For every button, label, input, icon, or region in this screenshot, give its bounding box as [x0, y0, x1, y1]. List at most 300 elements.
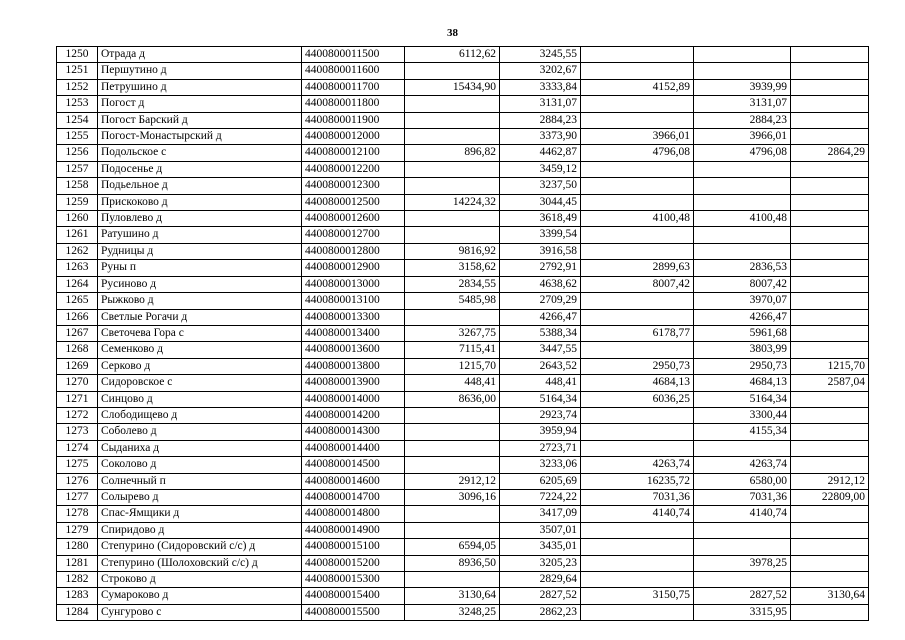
value-cell-1: 15434,90 — [405, 79, 500, 95]
page-number: 38 — [447, 27, 458, 39]
value-cell-4: 6580,00 — [694, 473, 791, 489]
value-cell-3 — [581, 407, 694, 423]
row-number-cell: 1254 — [57, 112, 98, 128]
row-number-cell: 1260 — [57, 211, 98, 227]
value-cell-2: 3044,45 — [500, 194, 581, 210]
value-cell-3 — [581, 63, 694, 79]
value-cell-2: 3202,67 — [500, 63, 581, 79]
row-number-cell: 1263 — [57, 260, 98, 276]
value-cell-3 — [581, 161, 694, 177]
settlement-name-cell: Ратушино д — [98, 227, 302, 243]
settlement-name-cell: Солнечный п — [98, 473, 302, 489]
value-cell-1: 3248,25 — [405, 604, 500, 620]
value-cell-3: 4263,74 — [581, 457, 694, 473]
value-cell-2: 3333,84 — [500, 79, 581, 95]
row-number-cell: 1280 — [57, 539, 98, 555]
table-row — [57, 227, 869, 243]
okato-code-cell: 4400800012800 — [302, 243, 405, 259]
row-number-cell: 1252 — [57, 79, 98, 95]
table-row — [57, 489, 869, 505]
value-cell-1: 8636,00 — [405, 391, 500, 407]
settlement-name-cell: Соколово д — [98, 457, 302, 473]
value-cell-2: 3205,23 — [500, 555, 581, 571]
value-cell-2: 3237,50 — [500, 178, 581, 194]
settlement-name-cell: Руны п — [98, 260, 302, 276]
value-cell-5 — [791, 342, 869, 358]
value-cell-1: 3130,64 — [405, 588, 500, 604]
okato-code-cell: 4400800012900 — [302, 260, 405, 276]
value-cell-3 — [581, 572, 694, 588]
value-cell-5: 2587,04 — [791, 375, 869, 391]
value-cell-3 — [581, 112, 694, 128]
value-cell-5 — [791, 178, 869, 194]
row-number-cell: 1264 — [57, 276, 98, 292]
value-cell-2: 3245,55 — [500, 47, 581, 63]
value-cell-2: 2643,52 — [500, 358, 581, 374]
value-cell-2: 3373,90 — [500, 129, 581, 145]
value-cell-5: 1215,70 — [791, 358, 869, 374]
value-cell-4: 3300,44 — [694, 407, 791, 423]
okato-code-cell: 4400800014000 — [302, 391, 405, 407]
value-cell-4: 3978,25 — [694, 555, 791, 571]
settlement-name-cell: Погост-Монастырский д — [98, 129, 302, 145]
okato-code-cell: 4400800014700 — [302, 489, 405, 505]
row-number-cell: 1268 — [57, 342, 98, 358]
okato-code-cell: 4400800011700 — [302, 79, 405, 95]
settlement-name-cell: Светлые Рогачи д — [98, 309, 302, 325]
row-number-cell: 1279 — [57, 522, 98, 538]
value-cell-5 — [791, 194, 869, 210]
table-row — [57, 145, 869, 161]
value-cell-5 — [791, 96, 869, 112]
value-cell-3 — [581, 194, 694, 210]
value-cell-1 — [405, 407, 500, 423]
value-cell-5 — [791, 391, 869, 407]
value-cell-4: 4266,47 — [694, 309, 791, 325]
table-row — [57, 604, 869, 620]
value-cell-1: 8936,50 — [405, 555, 500, 571]
value-cell-3 — [581, 555, 694, 571]
value-cell-4 — [694, 178, 791, 194]
table-row — [57, 293, 869, 309]
table-row — [57, 539, 869, 555]
value-cell-1: 6594,05 — [405, 539, 500, 555]
table-row — [57, 457, 869, 473]
value-cell-1 — [405, 211, 500, 227]
value-cell-2: 5164,34 — [500, 391, 581, 407]
value-cell-1 — [405, 572, 500, 588]
table-row — [57, 342, 869, 358]
value-cell-2: 5388,34 — [500, 325, 581, 341]
row-number-cell: 1271 — [57, 391, 98, 407]
value-cell-2: 4266,47 — [500, 309, 581, 325]
value-cell-1: 2834,55 — [405, 276, 500, 292]
okato-code-cell: 4400800012600 — [302, 211, 405, 227]
value-cell-1: 2912,12 — [405, 473, 500, 489]
value-cell-4: 2950,73 — [694, 358, 791, 374]
settlement-name-cell: Сидоровское с — [98, 375, 302, 391]
value-cell-1 — [405, 96, 500, 112]
value-cell-5 — [791, 276, 869, 292]
table-row — [57, 375, 869, 391]
value-cell-5 — [791, 424, 869, 440]
table-row — [57, 243, 869, 259]
value-cell-4: 3970,07 — [694, 293, 791, 309]
row-number-cell: 1283 — [57, 588, 98, 604]
table-row — [57, 588, 869, 604]
settlement-name-cell: Серково д — [98, 358, 302, 374]
row-number-cell: 1273 — [57, 424, 98, 440]
value-cell-2: 3618,49 — [500, 211, 581, 227]
value-cell-5 — [791, 47, 869, 63]
row-number-cell: 1269 — [57, 358, 98, 374]
value-cell-4 — [694, 243, 791, 259]
row-number-cell: 1262 — [57, 243, 98, 259]
table-row — [57, 112, 869, 128]
okato-code-cell: 4400800013000 — [302, 276, 405, 292]
row-number-cell: 1253 — [57, 96, 98, 112]
table-row — [57, 391, 869, 407]
value-cell-1 — [405, 424, 500, 440]
table-row — [57, 178, 869, 194]
value-cell-4: 2884,23 — [694, 112, 791, 128]
value-cell-5 — [791, 260, 869, 276]
value-cell-3: 4684,13 — [581, 375, 694, 391]
value-cell-4: 7031,36 — [694, 489, 791, 505]
okato-code-cell: 4400800012000 — [302, 129, 405, 145]
table-row — [57, 63, 869, 79]
value-cell-2: 2829,64 — [500, 572, 581, 588]
value-cell-5 — [791, 243, 869, 259]
value-cell-3 — [581, 539, 694, 555]
value-cell-2: 3916,58 — [500, 243, 581, 259]
value-cell-4: 4263,74 — [694, 457, 791, 473]
value-cell-1: 6112,62 — [405, 47, 500, 63]
table-row — [57, 473, 869, 489]
settlement-name-cell: Прискоково д — [98, 194, 302, 210]
table-body — [57, 47, 869, 621]
value-cell-3: 16235,72 — [581, 473, 694, 489]
table-row — [57, 572, 869, 588]
table-row — [57, 129, 869, 145]
value-cell-3: 3150,75 — [581, 588, 694, 604]
settlement-name-cell: Подольское с — [98, 145, 302, 161]
okato-code-cell: 4400800014400 — [302, 440, 405, 456]
okato-code-cell: 4400800012500 — [302, 194, 405, 210]
value-cell-4 — [694, 161, 791, 177]
row-number-cell: 1255 — [57, 129, 98, 145]
settlement-name-cell: Погост д — [98, 96, 302, 112]
value-cell-5 — [791, 79, 869, 95]
table-row — [57, 260, 869, 276]
value-cell-5: 3130,64 — [791, 588, 869, 604]
settlement-name-cell: Пуловлево д — [98, 211, 302, 227]
value-cell-2: 3417,09 — [500, 506, 581, 522]
row-number-cell: 1250 — [57, 47, 98, 63]
value-cell-2: 448,41 — [500, 375, 581, 391]
value-cell-4 — [694, 63, 791, 79]
okato-code-cell: 4400800012700 — [302, 227, 405, 243]
table-row — [57, 522, 869, 538]
settlement-name-cell: Рыжково д — [98, 293, 302, 309]
value-cell-2: 2884,23 — [500, 112, 581, 128]
value-cell-5 — [791, 457, 869, 473]
settlement-name-cell: Сунгурово с — [98, 604, 302, 620]
okato-code-cell: 4400800011500 — [302, 47, 405, 63]
value-cell-4 — [694, 522, 791, 538]
row-number-cell: 1261 — [57, 227, 98, 243]
okato-code-cell: 4400800014200 — [302, 407, 405, 423]
value-cell-1: 896,82 — [405, 145, 500, 161]
value-cell-3: 4100,48 — [581, 211, 694, 227]
table-row — [57, 424, 869, 440]
value-cell-4 — [694, 572, 791, 588]
okato-code-cell: 4400800015100 — [302, 539, 405, 555]
value-cell-1 — [405, 112, 500, 128]
value-cell-3 — [581, 604, 694, 620]
value-cell-1 — [405, 522, 500, 538]
okato-code-cell: 4400800011800 — [302, 96, 405, 112]
value-cell-2: 3459,12 — [500, 161, 581, 177]
value-cell-1: 1215,70 — [405, 358, 500, 374]
value-cell-5 — [791, 604, 869, 620]
value-cell-4: 4100,48 — [694, 211, 791, 227]
value-cell-4 — [694, 47, 791, 63]
value-cell-1 — [405, 506, 500, 522]
value-cell-2: 3435,01 — [500, 539, 581, 555]
value-cell-1 — [405, 63, 500, 79]
value-cell-1 — [405, 178, 500, 194]
value-cell-3 — [581, 293, 694, 309]
value-cell-5 — [791, 522, 869, 538]
value-cell-5 — [791, 539, 869, 555]
settlement-name-cell: Солырево д — [98, 489, 302, 505]
value-cell-4 — [694, 539, 791, 555]
settlement-value-table — [56, 46, 869, 621]
row-number-cell: 1258 — [57, 178, 98, 194]
value-cell-5 — [791, 555, 869, 571]
value-cell-4 — [694, 194, 791, 210]
value-cell-5: 2864,29 — [791, 145, 869, 161]
row-number-cell: 1259 — [57, 194, 98, 210]
value-cell-4: 3131,07 — [694, 96, 791, 112]
value-cell-3 — [581, 424, 694, 440]
table-row — [57, 211, 869, 227]
value-cell-5 — [791, 407, 869, 423]
value-cell-5 — [791, 293, 869, 309]
okato-code-cell: 4400800013100 — [302, 293, 405, 309]
okato-code-cell: 4400800011600 — [302, 63, 405, 79]
okato-code-cell: 4400800013800 — [302, 358, 405, 374]
value-cell-2: 3131,07 — [500, 96, 581, 112]
row-number-cell: 1256 — [57, 145, 98, 161]
okato-code-cell: 4400800014500 — [302, 457, 405, 473]
value-cell-2: 2923,74 — [500, 407, 581, 423]
settlement-name-cell: Спиридово д — [98, 522, 302, 538]
value-cell-3 — [581, 440, 694, 456]
value-cell-1 — [405, 457, 500, 473]
okato-code-cell: 4400800011900 — [302, 112, 405, 128]
value-cell-3 — [581, 96, 694, 112]
value-cell-1 — [405, 161, 500, 177]
okato-code-cell: 4400800013600 — [302, 342, 405, 358]
settlement-name-cell: Рудницы д — [98, 243, 302, 259]
settlement-name-cell: Сумароково д — [98, 588, 302, 604]
value-cell-3 — [581, 342, 694, 358]
value-cell-1: 9816,92 — [405, 243, 500, 259]
value-cell-5 — [791, 506, 869, 522]
value-cell-2: 4638,62 — [500, 276, 581, 292]
row-number-cell: 1272 — [57, 407, 98, 423]
settlement-name-cell: Подосенье д — [98, 161, 302, 177]
table-row — [57, 358, 869, 374]
value-cell-1: 3096,16 — [405, 489, 500, 505]
value-cell-1: 3267,75 — [405, 325, 500, 341]
value-cell-5 — [791, 440, 869, 456]
value-cell-4: 2836,53 — [694, 260, 791, 276]
row-number-cell: 1265 — [57, 293, 98, 309]
okato-code-cell: 4400800014300 — [302, 424, 405, 440]
value-cell-5 — [791, 572, 869, 588]
value-cell-3 — [581, 178, 694, 194]
value-cell-2: 6205,69 — [500, 473, 581, 489]
value-cell-5 — [791, 211, 869, 227]
row-number-cell: 1275 — [57, 457, 98, 473]
value-cell-2: 2709,29 — [500, 293, 581, 309]
table-row — [57, 96, 869, 112]
value-cell-2: 3447,55 — [500, 342, 581, 358]
row-number-cell: 1278 — [57, 506, 98, 522]
row-number-cell: 1251 — [57, 63, 98, 79]
value-cell-3: 7031,36 — [581, 489, 694, 505]
value-cell-3: 2899,63 — [581, 260, 694, 276]
value-cell-3 — [581, 47, 694, 63]
okato-code-cell: 4400800014800 — [302, 506, 405, 522]
value-cell-1: 5485,98 — [405, 293, 500, 309]
settlement-name-cell: Семенково д — [98, 342, 302, 358]
okato-code-cell: 4400800015400 — [302, 588, 405, 604]
row-number-cell: 1277 — [57, 489, 98, 505]
row-number-cell: 1282 — [57, 572, 98, 588]
value-cell-2: 3233,06 — [500, 457, 581, 473]
value-cell-4: 4155,34 — [694, 424, 791, 440]
value-cell-3 — [581, 243, 694, 259]
table-row — [57, 161, 869, 177]
value-cell-5 — [791, 161, 869, 177]
value-cell-2: 3959,94 — [500, 424, 581, 440]
settlement-name-cell: Погост Барский д — [98, 112, 302, 128]
value-cell-2: 2827,52 — [500, 588, 581, 604]
table-row — [57, 506, 869, 522]
settlement-name-cell: Слободищево д — [98, 407, 302, 423]
value-cell-5 — [791, 129, 869, 145]
okato-code-cell: 4400800014600 — [302, 473, 405, 489]
okato-code-cell: 4400800013300 — [302, 309, 405, 325]
value-cell-2: 7224,22 — [500, 489, 581, 505]
value-cell-2: 2792,91 — [500, 260, 581, 276]
value-cell-4 — [694, 440, 791, 456]
value-cell-1: 448,41 — [405, 375, 500, 391]
okato-code-cell: 4400800015200 — [302, 555, 405, 571]
settlement-name-cell: Соболево д — [98, 424, 302, 440]
settlement-name-cell: Сыданиха д — [98, 440, 302, 456]
okato-code-cell: 4400800013900 — [302, 375, 405, 391]
value-cell-3: 4140,74 — [581, 506, 694, 522]
settlement-name-cell: Степурино (Сидоровский с/с) д — [98, 539, 302, 555]
table-row — [57, 47, 869, 63]
settlement-name-cell: Степурино (Шолоховский с/с) д — [98, 555, 302, 571]
settlement-name-cell: Першутино д — [98, 63, 302, 79]
value-cell-2: 3507,01 — [500, 522, 581, 538]
value-cell-4: 2827,52 — [694, 588, 791, 604]
settlement-name-cell: Петрушино д — [98, 79, 302, 95]
value-cell-2: 2862,23 — [500, 604, 581, 620]
okato-code-cell: 4400800015300 — [302, 572, 405, 588]
okato-code-cell: 4400800012200 — [302, 161, 405, 177]
value-cell-3: 2950,73 — [581, 358, 694, 374]
value-cell-3 — [581, 309, 694, 325]
okato-code-cell: 4400800012300 — [302, 178, 405, 194]
value-cell-1 — [405, 309, 500, 325]
settlement-name-cell: Русиново д — [98, 276, 302, 292]
settlement-name-cell: Подьельное д — [98, 178, 302, 194]
value-cell-3 — [581, 227, 694, 243]
value-cell-4: 5164,34 — [694, 391, 791, 407]
settlement-name-cell: Спас-Ямщики д — [98, 506, 302, 522]
value-cell-5: 2912,12 — [791, 473, 869, 489]
table-row — [57, 325, 869, 341]
value-cell-4 — [694, 227, 791, 243]
table-row — [57, 276, 869, 292]
value-cell-2: 3399,54 — [500, 227, 581, 243]
value-cell-3: 6036,25 — [581, 391, 694, 407]
value-cell-5: 22809,00 — [791, 489, 869, 505]
row-number-cell: 1284 — [57, 604, 98, 620]
value-cell-1: 14224,32 — [405, 194, 500, 210]
value-cell-5 — [791, 112, 869, 128]
okato-code-cell: 4400800015500 — [302, 604, 405, 620]
okato-code-cell: 4400800013400 — [302, 325, 405, 341]
value-cell-4: 3966,01 — [694, 129, 791, 145]
row-number-cell: 1274 — [57, 440, 98, 456]
value-cell-3: 8007,42 — [581, 276, 694, 292]
settlement-name-cell: Светочева Гора с — [98, 325, 302, 341]
table-row — [57, 79, 869, 95]
value-cell-4: 4684,13 — [694, 375, 791, 391]
row-number-cell: 1270 — [57, 375, 98, 391]
settlement-name-cell: Отрада д — [98, 47, 302, 63]
value-cell-3 — [581, 522, 694, 538]
value-cell-1: 7115,41 — [405, 342, 500, 358]
value-cell-4: 5961,68 — [694, 325, 791, 341]
value-cell-3: 3966,01 — [581, 129, 694, 145]
value-cell-4: 4796,08 — [694, 145, 791, 161]
table-row — [57, 194, 869, 210]
settlement-name-cell: Синцово д — [98, 391, 302, 407]
value-cell-2: 4462,87 — [500, 145, 581, 161]
okato-code-cell: 4400800012100 — [302, 145, 405, 161]
value-cell-5 — [791, 309, 869, 325]
value-cell-3: 4152,89 — [581, 79, 694, 95]
settlement-name-cell: Строково д — [98, 572, 302, 588]
row-number-cell: 1257 — [57, 161, 98, 177]
value-cell-4: 3315,95 — [694, 604, 791, 620]
value-cell-1 — [405, 227, 500, 243]
value-cell-1 — [405, 440, 500, 456]
value-cell-4: 4140,74 — [694, 506, 791, 522]
table-row — [57, 555, 869, 571]
value-cell-2: 2723,71 — [500, 440, 581, 456]
